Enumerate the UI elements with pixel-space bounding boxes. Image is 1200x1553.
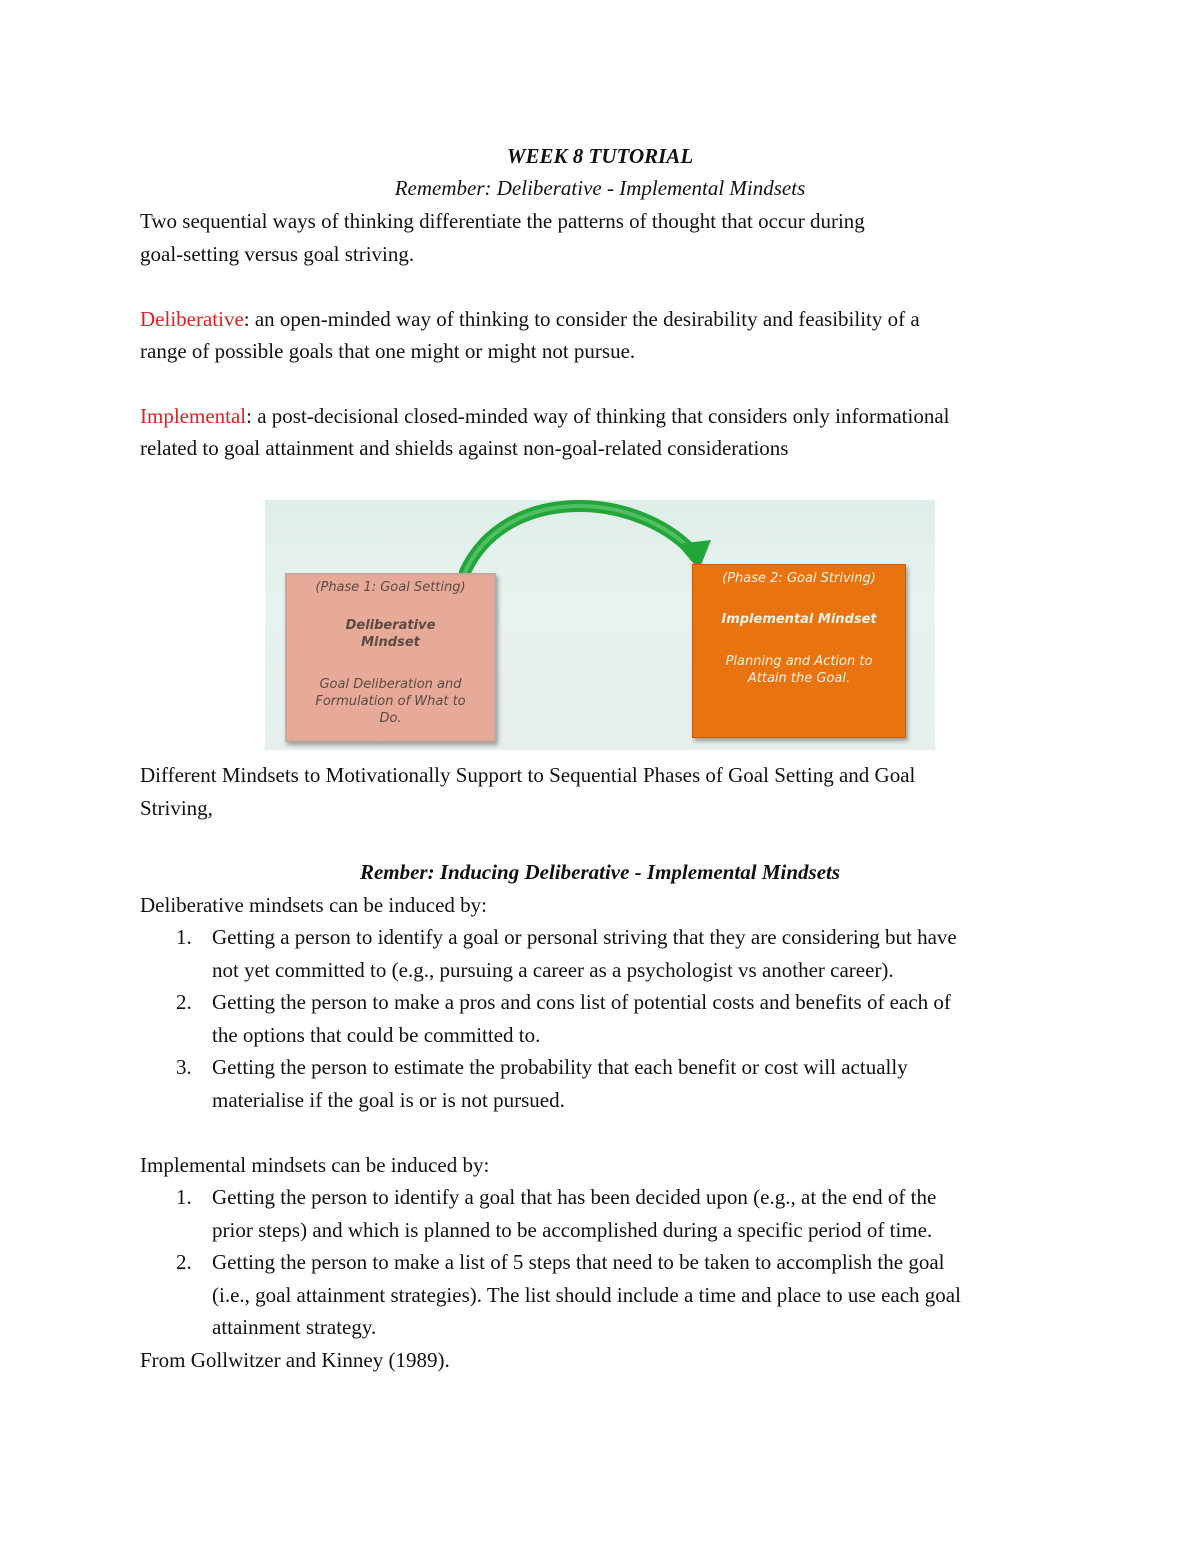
list-number: 2. xyxy=(176,990,192,1014)
list-number: 1. xyxy=(176,925,192,949)
list-number: 3. xyxy=(176,1055,192,1079)
list-number: 2. xyxy=(176,1250,192,1274)
intro-line: Two sequential ways of thinking differentiate the patterns of thought that occur during xyxy=(140,209,865,233)
figure-caption: Striving, xyxy=(140,796,213,820)
phase-2-description: Planning and Action to xyxy=(725,654,873,669)
list-item: prior steps) and which is planned to be accomplished during a specific period of time. xyxy=(212,1218,933,1242)
list-item: Getting a person to identify a goal or personal striving that they are considering but have xyxy=(212,925,957,949)
section-heading: Rember: Inducing Deliberative - Implemental Mindsets xyxy=(359,860,841,884)
mindset-phases-figure xyxy=(265,500,935,750)
implemental-term: Implemental xyxy=(140,404,247,428)
intro-line: goal-setting versus goal striving. xyxy=(140,242,415,266)
list-item: Getting the person to identify a goal that has been decided upon (e.g., at the end of the xyxy=(212,1185,937,1209)
list-item: Getting the person to estimate the probability that each benefit or cost will actually xyxy=(212,1055,908,1079)
list-item: (i.e., goal attainment strategies). The list should include a time and place to use each goal xyxy=(212,1283,961,1307)
phase-2-box xyxy=(692,564,906,738)
document-subtitle: Remember: Deliberative - Implemental Mindsets xyxy=(394,176,806,200)
implemental-definition-cont: related to goal attainment and shields against non-goal-related considerations xyxy=(140,436,789,460)
phase-2-label: (Phase 2: Goal Striving) xyxy=(722,571,876,586)
list-item: Getting the person to make a pros and cons list of potential costs and benefits of each of xyxy=(212,990,951,1014)
list-number: 1. xyxy=(176,1185,192,1209)
deliberative-list-heading: Deliberative mindsets can be induced by: xyxy=(140,893,487,917)
phase-1-description: Goal Deliberation and xyxy=(319,677,462,692)
list-item: Getting the person to make a list of 5 steps that need to be taken to accomplish the goal xyxy=(212,1250,945,1274)
phase-1-description: Do. xyxy=(379,711,402,726)
phase-1-label: (Phase 1: Goal Setting) xyxy=(315,580,466,595)
deliberative-text: : an open-minded way of thinking to consider the desirability and feasibility of a xyxy=(243,307,920,331)
deliberative-definition xyxy=(140,303,920,335)
implemental-text: : a post-decisional closed-minded way of thinking that considers only informational xyxy=(246,404,950,428)
deliberative-mindset-label: Mindset xyxy=(361,635,420,650)
implemental-definition xyxy=(140,400,950,432)
list-item: materialise if the goal is or is not pursued. xyxy=(212,1088,565,1112)
list-item: attainment strategy. xyxy=(212,1315,377,1339)
deliberative-term: Deliberative xyxy=(140,307,244,331)
implemental-mindset-label: Implemental Mindset xyxy=(721,612,877,627)
implemental-list-heading: Implemental mindsets can be induced by: xyxy=(140,1153,490,1177)
phase-2-description: Attain the Goal. xyxy=(747,671,851,686)
deliberative-definition-cont: range of possible goals that one might or might not pursue. xyxy=(140,339,636,363)
list-item: the options that could be committed to. xyxy=(212,1023,541,1047)
source-citation: From Gollwitzer and Kinney (1989). xyxy=(140,1348,450,1372)
list-item: not yet committed to (e.g., pursuing a career as a psychologist vs another career). xyxy=(212,958,894,982)
phase-1-description: Formulation of What to xyxy=(315,694,466,709)
document-title: WEEK 8 TUTORIAL xyxy=(506,144,694,168)
figure-caption: Different Mindsets to Motivationally Support to Sequential Phases of Goal Setting and Goal xyxy=(140,763,916,787)
phase-1-box xyxy=(285,573,496,742)
deliberative-mindset-label: Deliberative xyxy=(345,618,436,633)
